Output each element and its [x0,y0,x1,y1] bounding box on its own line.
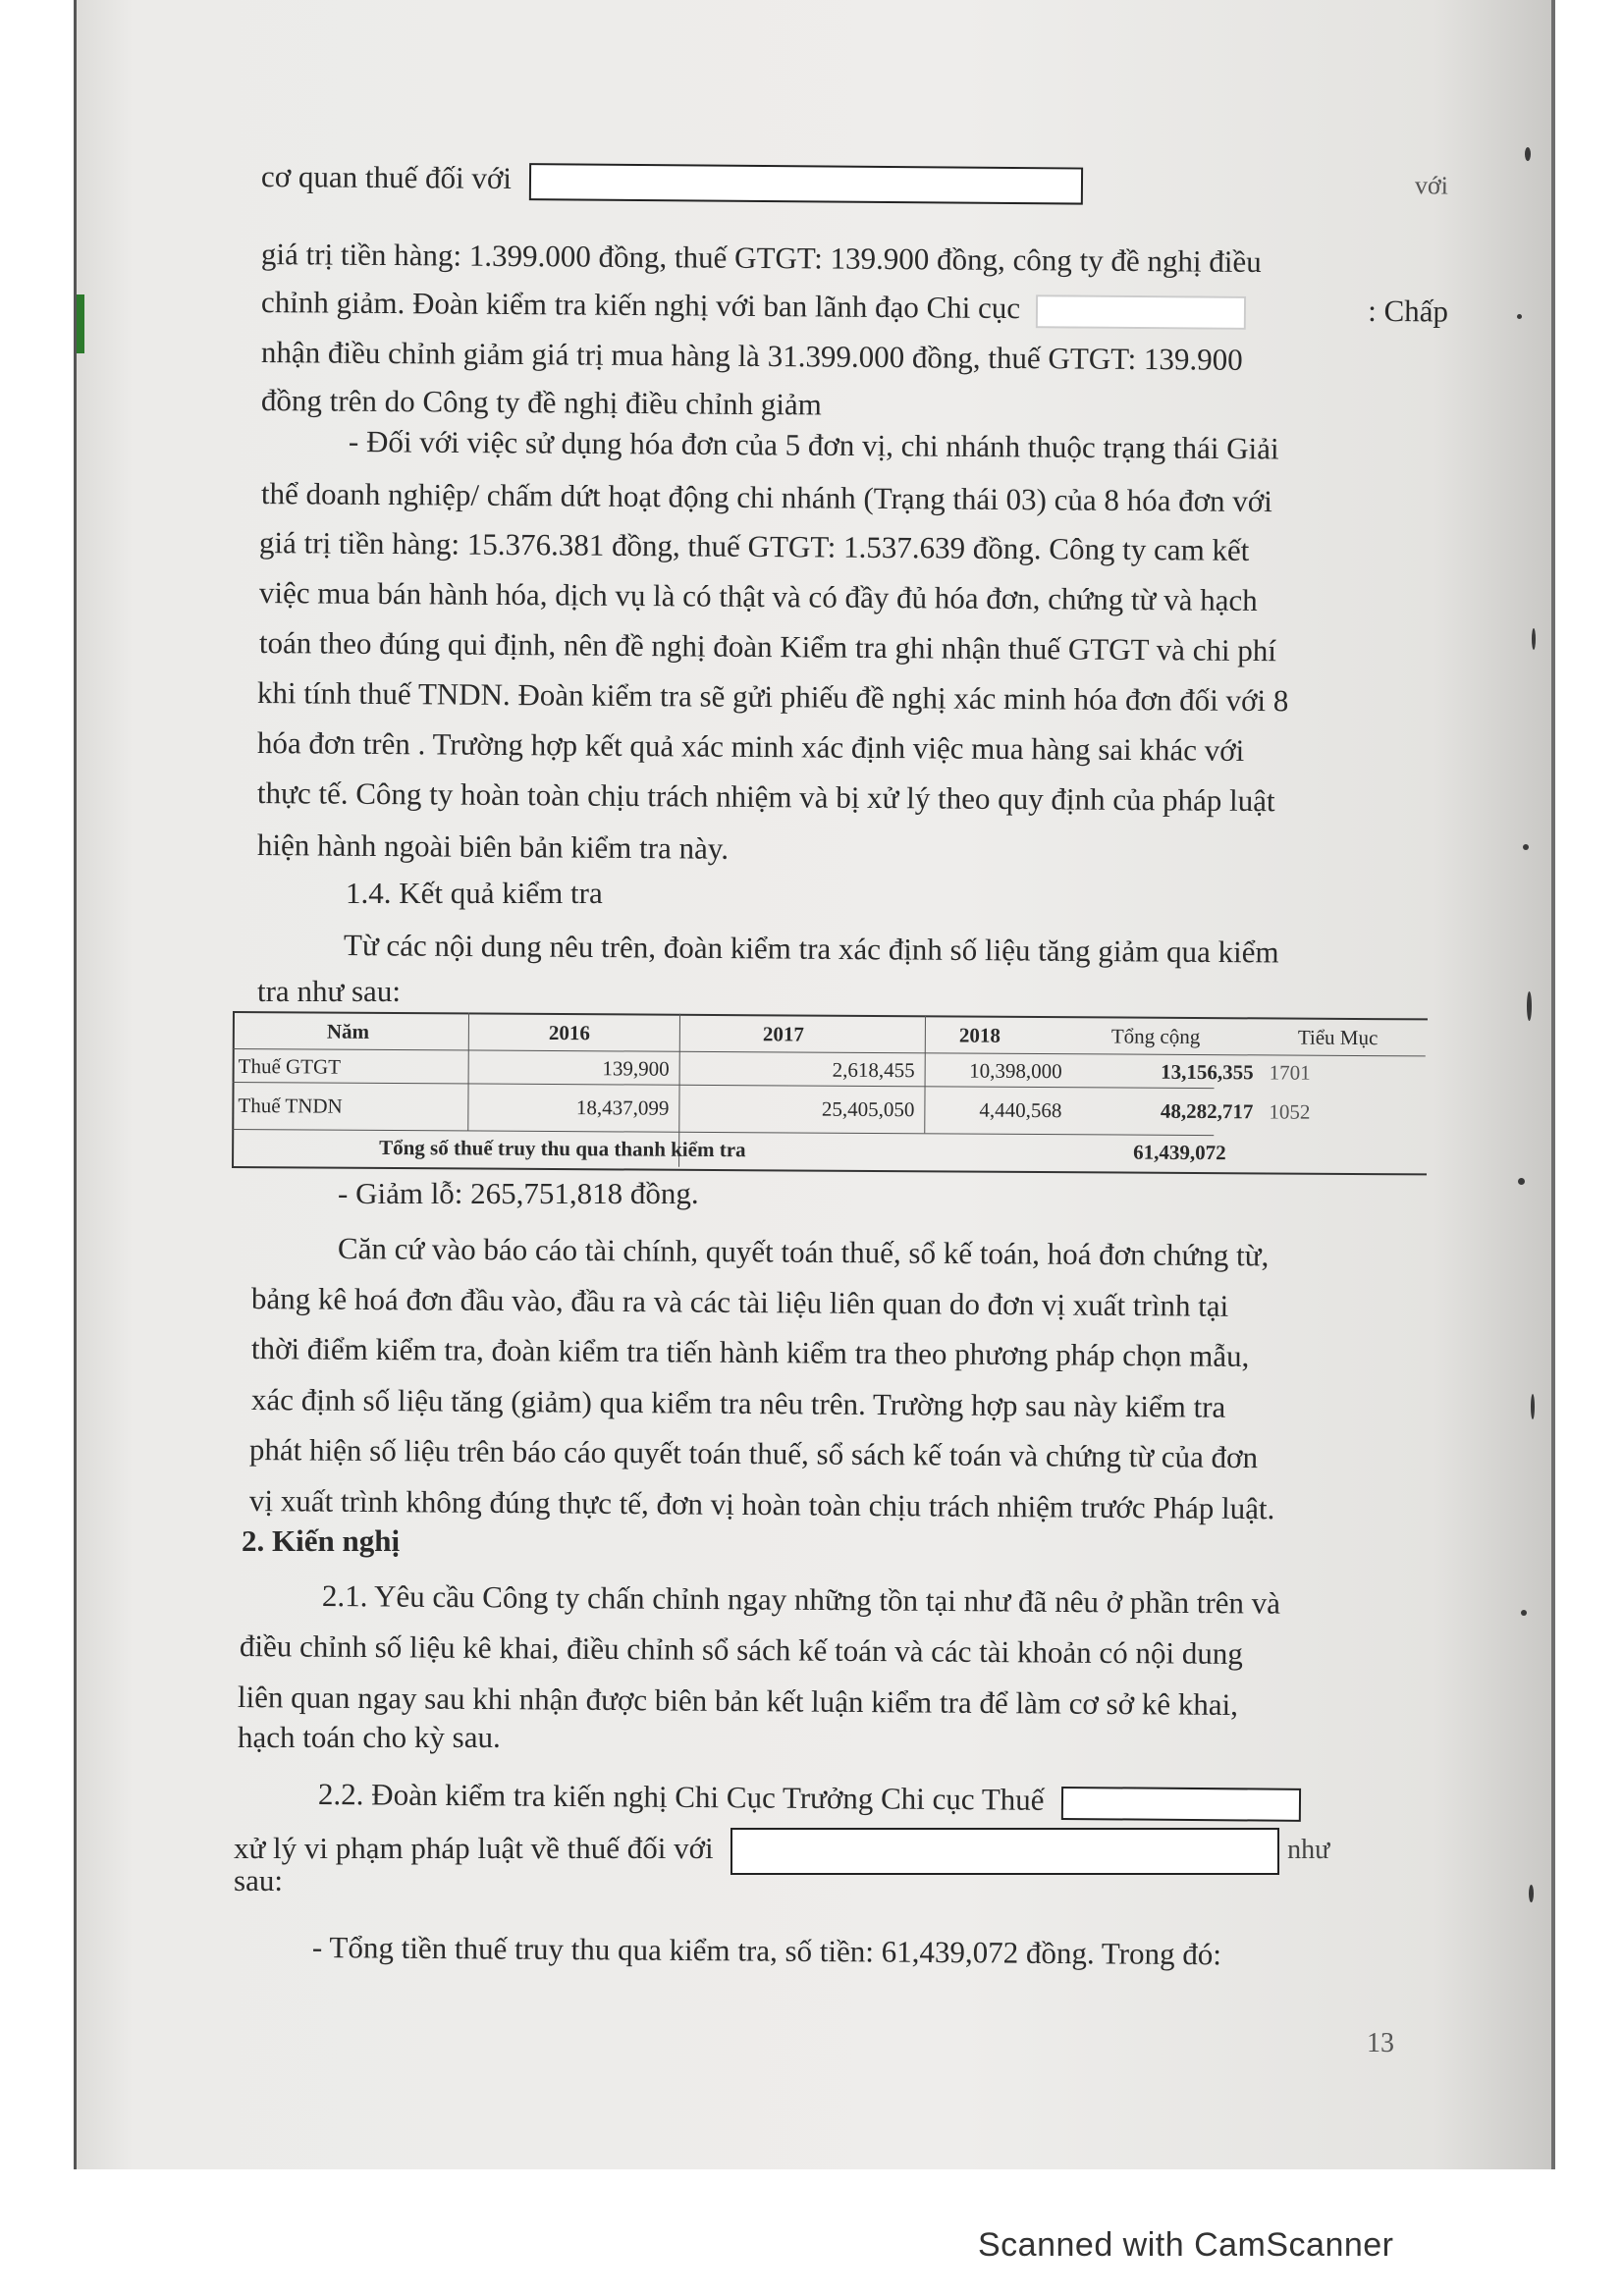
text-span: tra như sau: [257,974,401,1008]
total-cell: 48,282,717 [1160,1098,1254,1124]
text-span: bảng kê hoá đơn đầu vào, đầu ra và các tài liệu liên quan do đơn vị xuất trình tại [250,1281,1229,1323]
scan-speck [1531,1394,1535,1419]
text-span: xác định số liệu tăng (giảm) qua kiểm tra nêu trên. Trường hợp sau này kiểm tra [250,1382,1226,1424]
redacted-box [730,1828,1279,1875]
scan-speck [1532,628,1536,650]
row-label-cell: Thuế GTGT [238,1054,342,1079]
section-heading-2 [242,1523,400,1559]
loss-line [338,1176,699,1211]
header-cell: 2017 [762,1022,804,1046]
p22-line3 [234,1863,283,1898]
text-span: giá trị tiền hàng: 15.376.381 đồng, thuế GTGT: 1.537.639 đồng. Công ty cam kết [258,525,1250,567]
value-cell: 25,405,050 [821,1096,915,1122]
text-span: như [1287,1835,1330,1866]
header-cell: Tiểu Mục [1297,1025,1379,1050]
green-mark [77,294,84,353]
para2-line1 [349,424,1279,466]
text-span: - Tổng tiền thuế truy thu qua kiểm tra, số tiền: 61,439,072 đồng. Trong đó: [311,1930,1222,1972]
redacted-box [1061,1787,1301,1822]
value-cell: 2,618,455 [832,1057,915,1083]
value-cell: 139,900 [602,1056,670,1081]
text-span: hóa đơn trên . Trường hợp kết quả xác minh xác định việc mua hàng sai khác với [256,725,1245,768]
text-span: với [1414,171,1449,200]
redacted-box [528,163,1082,204]
row-label-cell: Thuế TNDN [238,1094,343,1118]
scan-speck [1527,991,1532,1021]
header-cell: Tổng cộng [1110,1024,1201,1049]
text-span: xử lý vi phạm pháp luật về thuế đối với [234,1831,714,1866]
text-span: 2. Kiến nghị [242,1523,401,1558]
p21-line1 [322,1578,1280,1622]
p22-line2 [234,1828,1412,1875]
text-span: 2.1. Yêu cầu Công ty chấn chỉnh ngay những tồn tại như đã nêu ở phần trên và [321,1578,1281,1621]
text-span: : Chấp [1368,293,1449,329]
scan-speck [1523,844,1529,850]
code-cell: 1701 [1269,1060,1311,1085]
text-span: sau: [234,1863,283,1897]
camscanner-watermark: Scanned with CamScanner [978,2226,1394,2264]
p21-line4 [238,1720,501,1755]
text-span: cơ quan thuế đối với [260,159,513,196]
text-span: nhận điều chỉnh giảm giá trị mua hàng là 31.399.000 đồng, thuế GTGT: 139.900 [260,335,1243,377]
text-span: giá trị tiền hàng: 1.399.000 đồng, thuế GTGT: 139.900 đồng, công ty đề nghị điều [260,237,1262,280]
text-span: điều chỉnh số liệu kê khai, điều chỉnh sổ sách kế toán và các tài khoản có nội dung [239,1629,1243,1672]
header-cell: Năm [326,1019,370,1043]
scan-speck [1517,314,1522,319]
scan-speck [1521,1610,1527,1616]
text-span: đồng trên do Công ty đề nghị điều chỉnh giảm [260,383,822,422]
text-span: chỉnh giảm. Đoàn kiểm tra kiến nghị với ban lãnh đạo Chi cục [260,285,1021,326]
code-cell: 1052 [1269,1099,1311,1124]
summary-label-cell: Tổng số thuế truy thu qua thanh kiểm tra [379,1135,746,1162]
text-span: việc mua bán hành hóa, dịch vụ là có thật và có đầy đủ hóa đơn, chứng từ và hạch [258,575,1258,617]
text-span: Căn cứ vào báo cáo tài chính, quyết toán thuế, sổ kế toán, hoá đơn chứng từ, [337,1231,1270,1273]
scan-speck [1518,1178,1525,1185]
value-cell: 4,440,568 [979,1097,1062,1123]
text-span: hạch toán cho kỳ sau. [238,1720,501,1754]
redacted-box [1036,294,1246,330]
para2-line9 [257,828,729,867]
text-span: liên quan ngay sau khi nhận được biên bản kết luận kiểm tra để làm cơ sở kê khai, [237,1680,1239,1723]
text-span: 2.2. Đoàn kiểm tra kiến nghị Chi Cục Trưởng Chi cục Thuế [317,1777,1045,1817]
text-span: - Giảm lỗ: 265,751,818 đồng. [338,1176,699,1210]
total-cell: 13,156,355 [1161,1059,1254,1085]
section14-line2 [257,974,401,1009]
section14-line1 [344,928,1279,970]
header-cell: 2018 [958,1023,1001,1047]
text-span: - Đối với việc sử dụng hóa đơn của 5 đơn vị, chi nhánh thuộc trạng thái Giải [348,424,1279,466]
text-span: toán theo đúng qui định, nên đề nghị đoàn Kiểm tra ghi nhận thuế GTGT và chi phí [258,625,1277,668]
text-span: vị xuất trình không đúng thực tế, đơn vị hoàn toàn chịu trách nhiệm trước Pháp luật. [248,1483,1275,1526]
value-cell: 10,398,000 [969,1058,1062,1084]
p22-line1 [318,1777,1302,1822]
text-span: phát hiện số liệu trên báo cáo quyết toán thuế, sổ sách kế toán và chứng từ của đơn [248,1432,1259,1475]
after-table-line1 [338,1231,1270,1273]
text-span: 1.4. Kết quả kiểm tra [346,876,603,910]
scan-speck [1525,147,1531,161]
scan-speck [1529,1885,1534,1902]
summary-total-cell: 61,439,072 [1133,1140,1226,1165]
section-heading-1-4 [346,876,603,911]
text-span: thực tế. Công ty hoàn toàn chịu trách nhiệm và bị xử lý theo quy định của pháp luật [256,775,1275,819]
p22-line4 [312,1930,1221,1972]
header-cell: 2016 [548,1020,590,1045]
text-span: Từ các nội dung nêu trên, đoàn kiểm tra xác định số liệu tăng giảm qua kiểm [343,928,1279,970]
text-span: thể doanh nghiệp/ chấm dứt hoạt động chi nhánh (Trạng thái 03) của 8 hóa đơn với [260,476,1273,519]
page-number: 13 [1367,2028,1394,2058]
text-span: khi tính thuế TNDN. Đoàn kiểm tra sẽ gửi phiếu đề nghị xác minh hóa đơn đối với 8 [256,675,1289,719]
text-span: thời điểm kiểm tra, đoàn kiểm tra tiến hành kiểm tra theo phương pháp chọn mẫu, [250,1331,1250,1373]
text-span: hiện hành ngoài biên bản kiểm tra này. [256,828,730,866]
value-cell: 18,437,099 [575,1095,670,1120]
